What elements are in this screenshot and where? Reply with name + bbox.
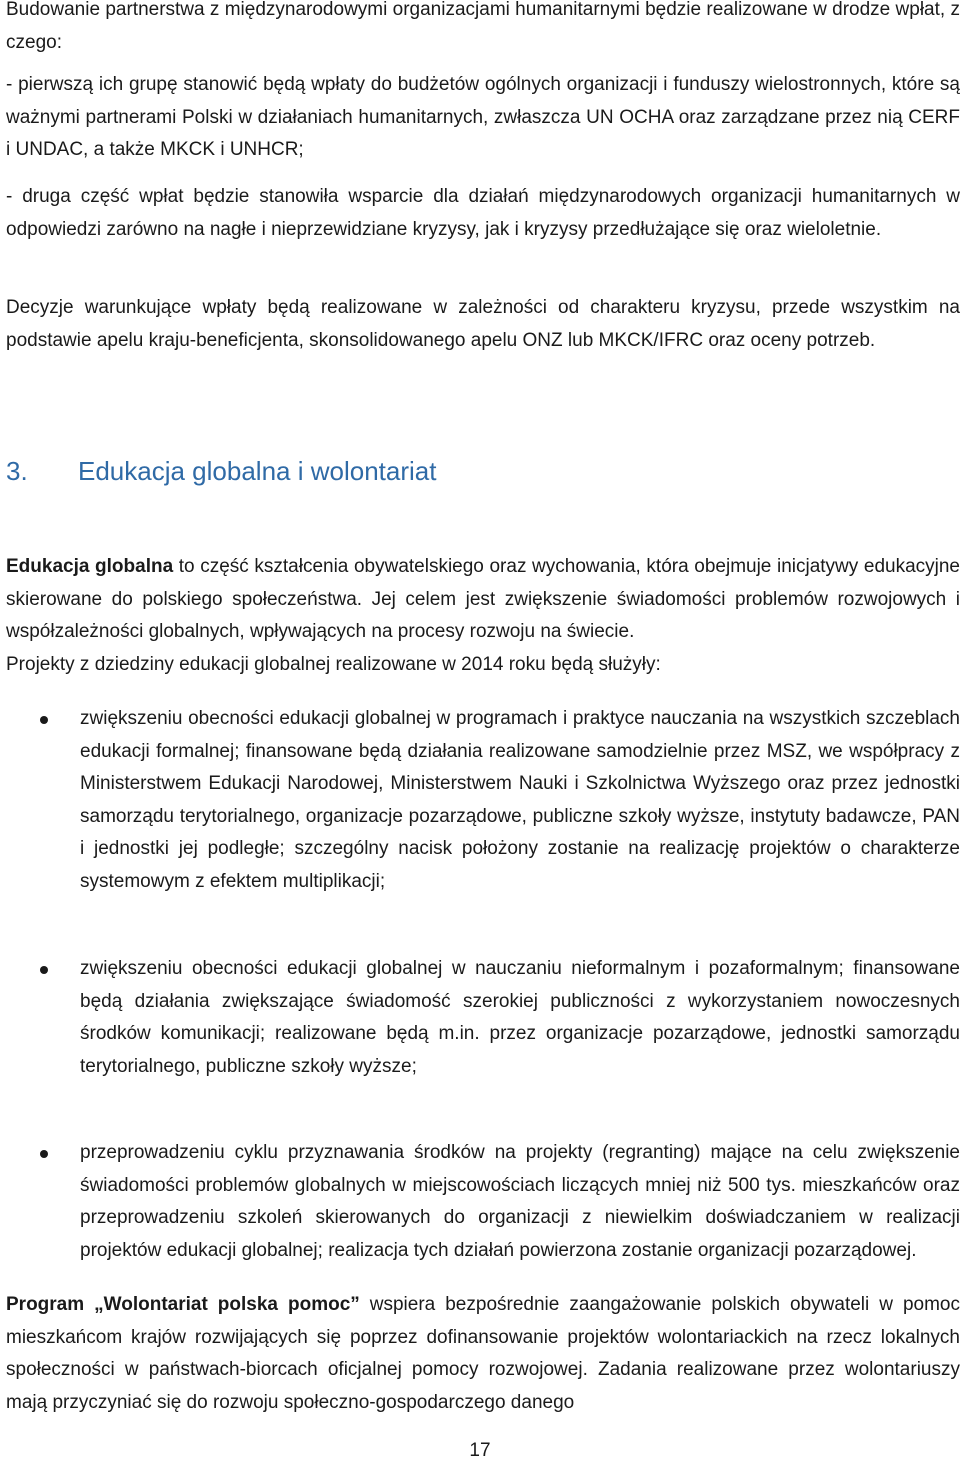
list-item-text: zwiększeniu obecności edukacji globalnej w programach i praktyce nauczania na wszystkich szczeblach edukacji formalnej; finansowane będą działania realizowane samodzielnie przez MSZ, we współpracy z Ministerstwem Edukacji Narodowej, Ministerstwem Nauki i Szkolnictwa Wyższego oraz przez jednostki samorządu terytorialnego, organizacje pozarządowe, publiczne szkoły wyższe, instytuty badawcze, PAN i jednostki jej podległe; szczególny nacisk położony zostanie na realizację projektów o charakterze systemowym z efektem multiplikacji;: [80, 708, 960, 892]
volunteer-program-paragraph: [6, 1289, 960, 1419]
list-item: [6, 1137, 960, 1267]
global-education-text: to część kształcenia obywatelskiego oraz wychowania, która obejmuje inicjatywy edukacyjne skierowane do polskiego społeczeństwa. Jej celem jest zwiększenie świadomości problemów rozwojowych i współzależności globalnych, wpływających na procesy rozwoju na świecie.: [6, 556, 960, 643]
section-number: 3.: [6, 456, 28, 486]
page-number: 17: [469, 1440, 491, 1461]
global-education-paragraph: [6, 551, 960, 649]
bullet-dot-icon: [40, 1150, 48, 1158]
list-item-text: przeprowadzeniu cyklu przyznawania środków na projekty (regranting) mające na celu zwiększenie świadomości problemów globalnych w miejscowościach liczących mniej niż 500 tys. mieszkańców oraz przeprowadzeniu szkoleń skierowanych do organizacji z niewielkim doświadczaniem w realizacji projektów edukacji globalnej; realizacja tych działań powierzona zostanie organizacji pozarządowej.: [80, 1142, 960, 1261]
intro-paragraph: Budowanie partnerstwa z międzynarodowymi organizacjami humanitarnymi będzie realizowane w drodze wpłat, z czego:: [6, 0, 960, 53]
global-education-lead: Edukacja globalna: [6, 556, 174, 577]
decisions-paragraph: Decyzje warunkujące wpłaty będą realizowane w zależności od charakteru kryzysu, przede wszystkim na podstawie apelu kraju-beneficjenta, skonsolidowanego apelu ONZ lub MKCK/IFRC oraz oceny potrzeb.: [6, 297, 960, 351]
section-title: Edukacja globalna i wolontariat: [78, 456, 437, 486]
list-item: [6, 703, 960, 899]
bullet-dot-icon: [40, 966, 48, 974]
volunteer-program-text: wspiera bezpośrednie zaangażowanie polskich obywateli w pomoc mieszkańcom krajów rozwijających się poprzez dofinansowanie projektów wolontariackich na rzecz lokalnych społeczności w państwach-biorcach oficjalnej pomocy rozwojowej. Zadania realizowane przez wolontariuszy mają przyczyniać się do rozwoju społeczno-gospodarczego danego: [6, 1294, 960, 1413]
volunteer-program-lead: Program „Wolontariat polska pomoc”: [6, 1294, 360, 1315]
bullet-dot-icon: [40, 716, 48, 724]
section-heading: [6, 456, 436, 487]
list-item-text: zwiększeniu obecności edukacji globalnej w nauczaniu nieformalnym i pozaformalnym; finansowane będą działania zwiększające świadomość szerokiej publiczności z wykorzystaniem nowoczesnych środków komunikacji; realizowane będą m.in. przez organizacje pozarządowe, jednostki samorządu terytorialnego, publiczne szkoły wyższe;: [80, 958, 960, 1077]
list-item: [6, 953, 960, 1083]
contribution-item-first: - pierwszą ich grupę stanowić będą wpłaty do budżetów ogólnych organizacji i funduszy wielostronnych, które są ważnymi partnerami Polski w działaniach humanitarnych, zwłaszcza UN OCHA oraz zarządzane przez nią CERF i UNDAC, a także MKCK i UNHCR;: [6, 74, 960, 161]
contribution-item-second: - druga część wpłat będzie stanowiła wsparcie dla działań międzynarodowych organizacji humanitarnych w odpowiedzi zarówno na nagłe i nieprzewidziane kryzysy, jak i kryzysy przedłużające się oraz wieloletnie.: [6, 186, 960, 240]
projects-intro-paragraph: Projekty z dziedziny edukacji globalnej realizowane w 2014 roku będą służyły:: [6, 654, 661, 675]
